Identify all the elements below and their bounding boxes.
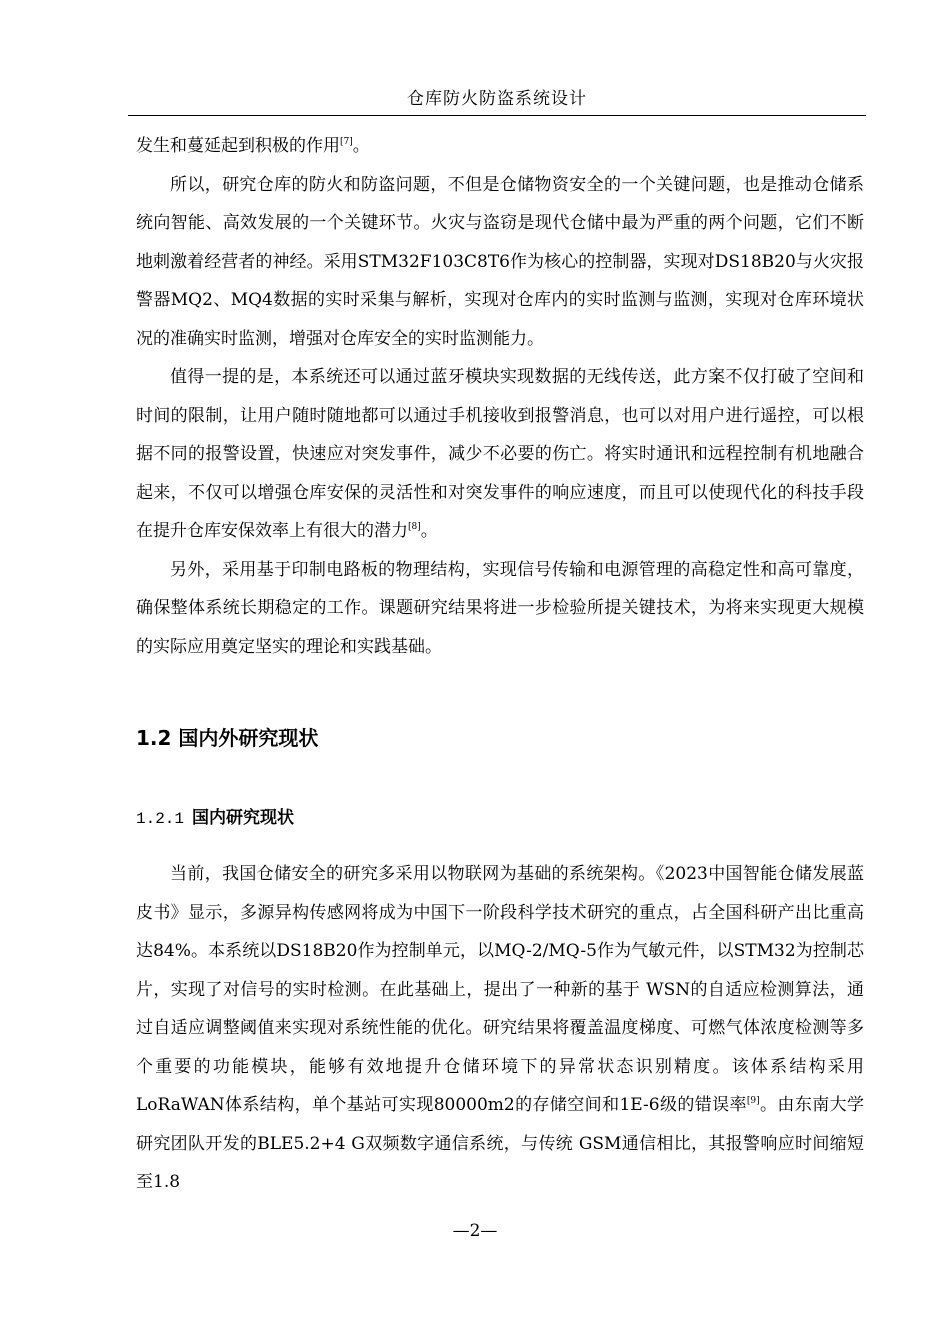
citation: [9] xyxy=(746,1096,760,1106)
section-heading: 1.2 国内外研究现状 xyxy=(136,726,319,750)
paragraph: 当前，我国仓储安全的研究多采用以物联网为基础的系统架构。《2023中国智能仓储发展蓝皮书》显示，多源异构传感网将成为中国下一阶段科学技术研究的重点，占全国科研产出比重高达84%。本系统以DS18B20作为控制单元，以MQ-2/MQ-5作为气敏元件，以STM32为控制芯片，实现了对信号的实时检测。在此基础上，提出了一种新的基于 WSN的自适应检测算法，通过自适应调整阈值来实现对系统性能的优化。研究结果将覆盖温度梯度、可燃气体浓度检测等多个重要的功能模块，能够有效地提升仓储环境下的异常状态识别精度。该体系结构采用 LoRaWAN体系结构，单个基站可实现80000m2的存储空间和1E-6级的错误率[9]。由东南大学研究团队开发的BLE5.2+4 G双频数字通信系统，与传统 GSM通信相比，其报警响应时间缩短至1.8 xyxy=(136,864,864,1192)
body-section-1 xyxy=(136,127,864,666)
paragraph-continuation: 发生和蔓延起到积极的作用[7]。 xyxy=(136,136,370,156)
header-rule xyxy=(128,115,866,116)
paragraph: 所以，研究仓库的防火和防盗问题，不但是仓储物资安全的一个关键问题，也是推动仓储系统向智能、高效发展的一个关键环节。火灾与盗窃是现代仓储中最为严重的两个问题，它们不断地刺激着经营者的神经。采用STM32F103C8T6作为核心的控制器，实现对DS18B20与火灾报警器MQ2、MQ4数据的实时采集与解析，实现对仓库内的实时监测与监测，实现对仓库环境状况的准确实时监测，增强对仓库安全的实时监测能力。 xyxy=(136,174,864,349)
body-section-2 xyxy=(136,855,864,1202)
page-number: —2— xyxy=(452,1221,498,1241)
subsection-title: 国内研究现状 xyxy=(192,808,295,828)
citation: [8] xyxy=(408,522,421,532)
subsection-heading xyxy=(136,806,294,831)
paragraph: 值得一提的是，本系统还可以通过蓝牙模块实现数据的无线传送，此方案不仅打破了空间和时间的限制，让用户随时随地都可以通过手机接收到报警消息，也可以对用户进行遥控，可以根据不同的报警设置，快速应对突发事件，减少不必要的伤亡。将实时通讯和远程控制有机地融合起来，不仅可以增强仓库安保的灵活性和对突发事件的响应速度，而且可以使现代化的科技手段在提升仓库安保效率上有很大的潜力[8]。 xyxy=(136,367,864,541)
paragraph: 另外，采用基于印制电路板的物理结构，实现信号传输和电源管理的高稳定性和高可靠度，确保整体系统长期稳定的工作。课题研究结果将进一步检验所提关键技术，为将来实现更大规模的实际应用奠定坚实的理论和实践基础。 xyxy=(136,559,864,657)
citation: [7] xyxy=(340,137,353,147)
subsection-number: 1.2.1 xyxy=(136,810,185,828)
running-header: 仓库防火防盗系统设计 xyxy=(407,89,587,109)
